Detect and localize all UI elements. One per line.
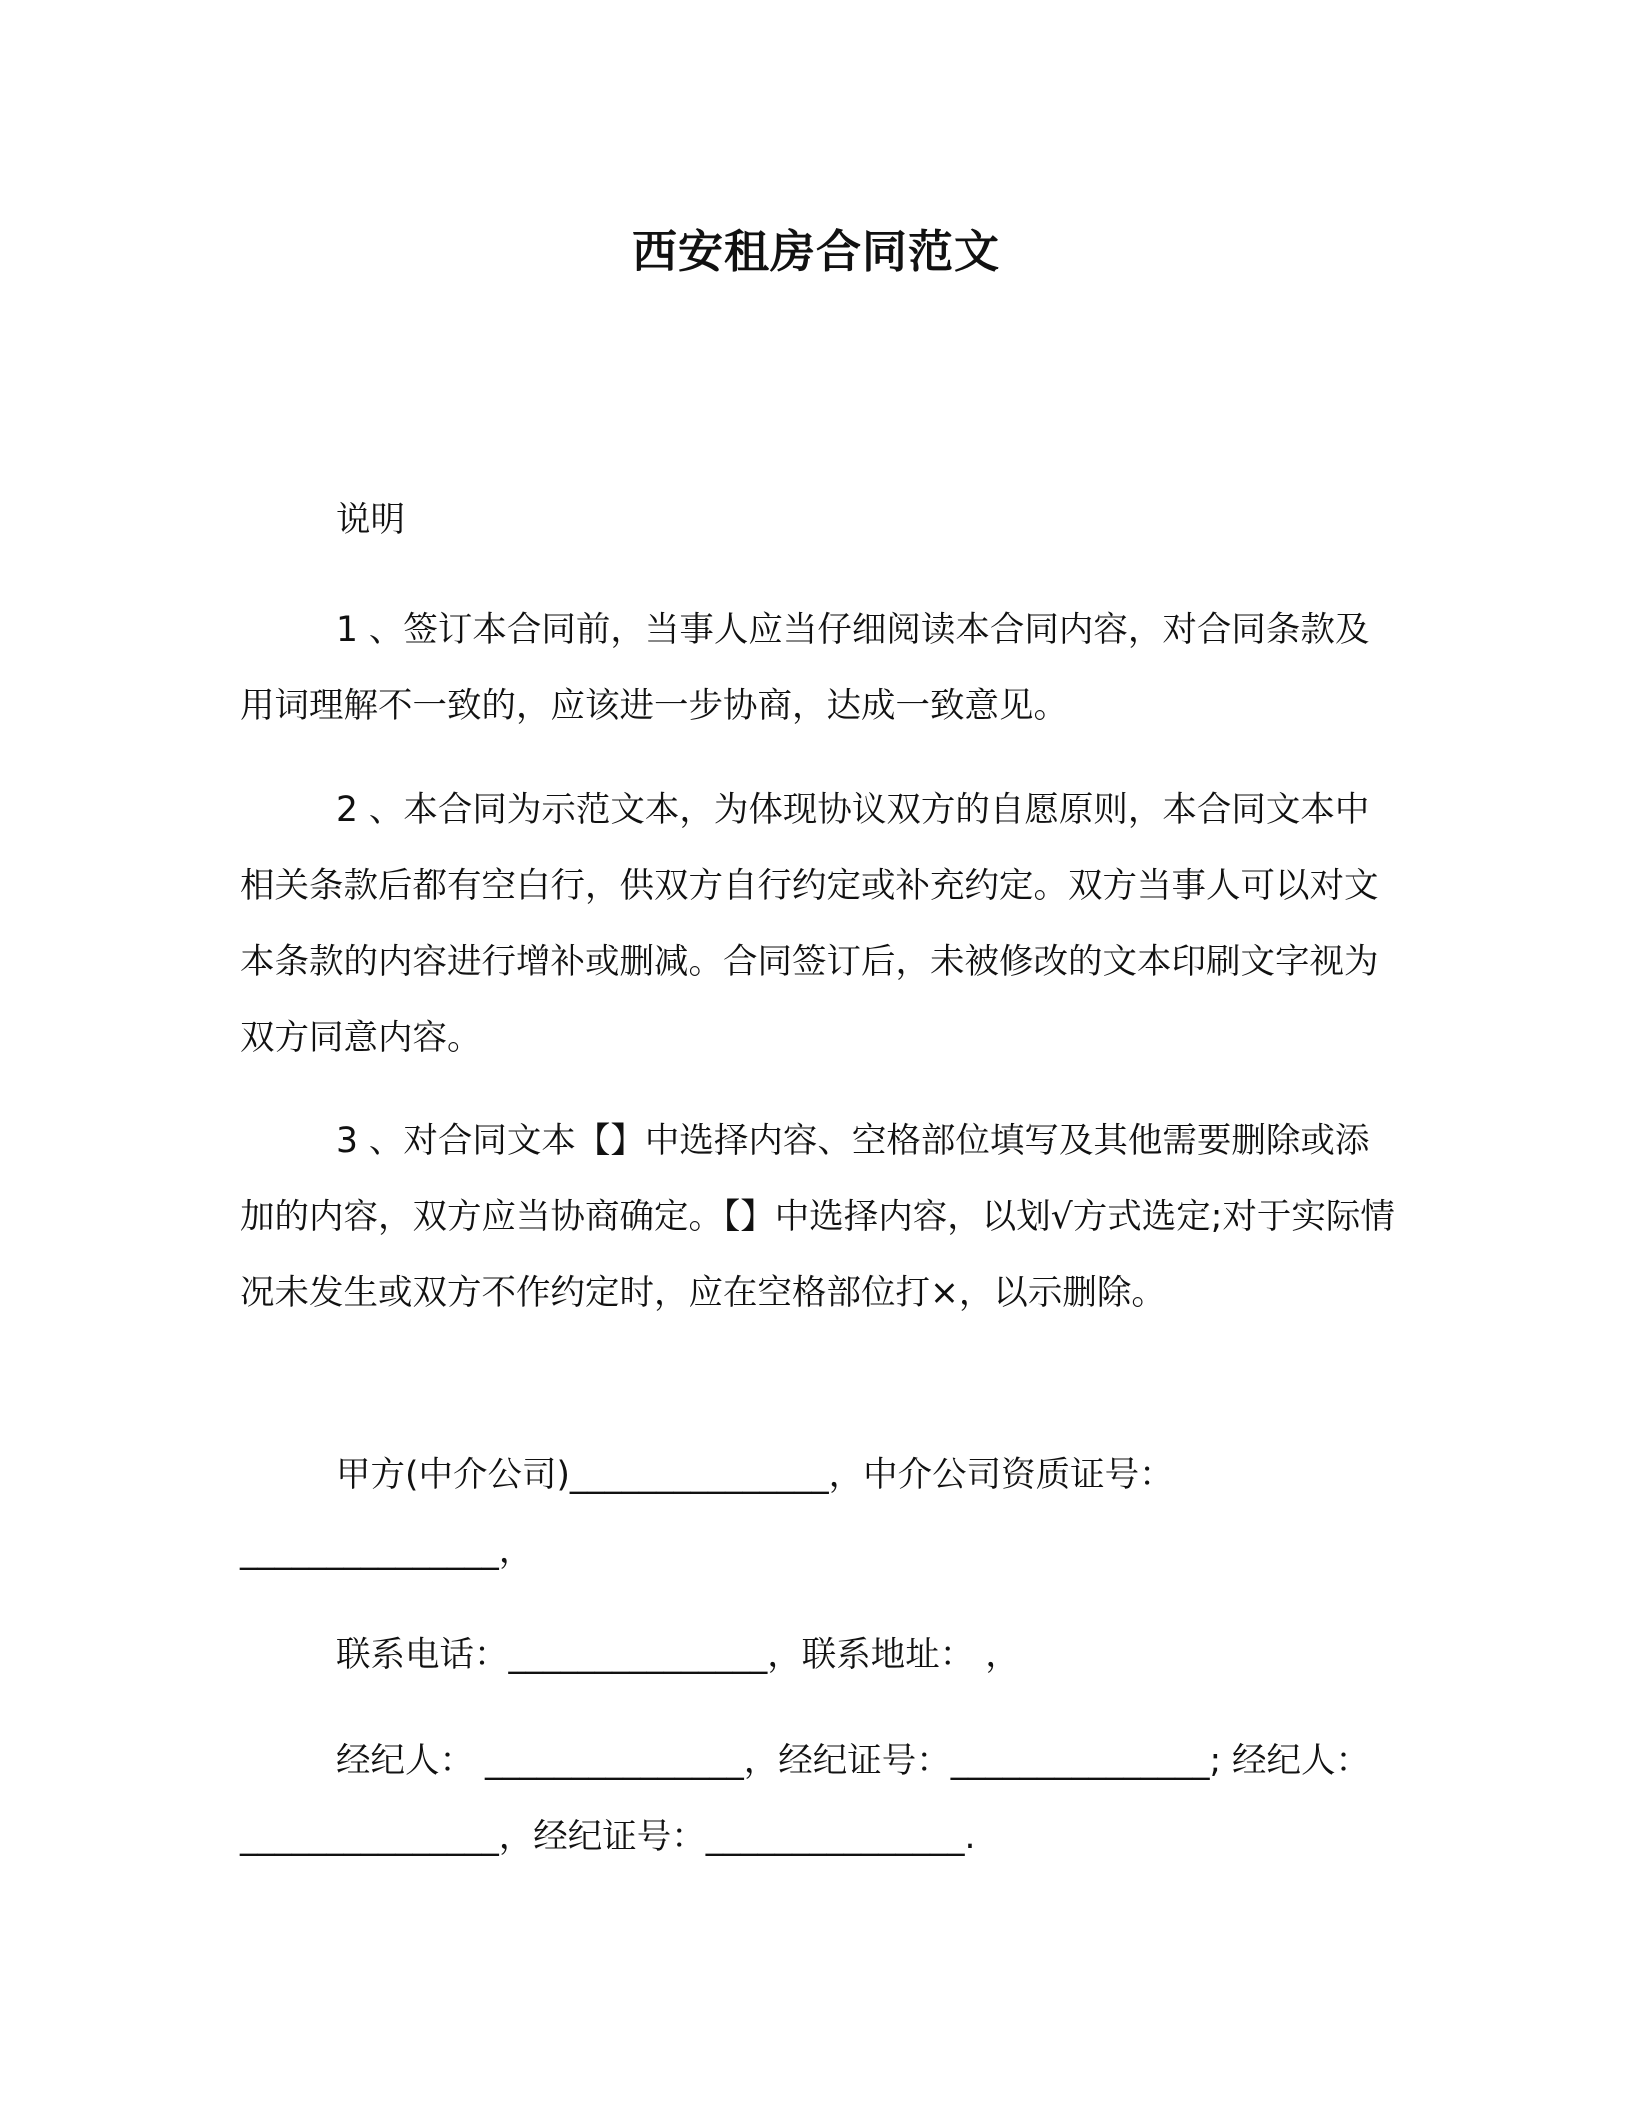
document-title: 西安租房合同范文 [631,225,1000,278]
paragraph-3: 3 、对合同文本【】中选择内容、空格部位填写及其他需要删除或添加的内容，双方应当协商确定。【】中选择内容，以划√方式选定;对于实际情况未发生或双方不作约定时，应在空格部位打×，以示删除。 [240,1121,1395,1313]
section-heading: 说明 [336,500,405,540]
contact-line: 联系电话：_______________，联系地址： ， [336,1635,1020,1675]
party-a-line: 甲方(中介公司)_______________，中介公司资质证号：_______________， [240,1455,1174,1571]
paragraph-1: 1 、签订本合同前，当事人应当仔细阅读本合同内容，对合同条款及用词理解不一致的，应该进一步协商，达成一致意见。 [240,610,1370,726]
paragraph-2: 2 、本合同为示范文本，为体现协议双方的自愿原则，本合同文本中相关条款后都有空白行，供双方自行约定或补充约定。双方当事人可以对文本条款的内容进行增补或删减。合同签订后，未被修改的文本印刷文字视为双方同意内容。 [240,790,1379,1058]
agent-line: 经纪人： _______________，经纪证号：_______________; 经纪人：_______________，经纪证号：_______________. [240,1741,1371,1857]
